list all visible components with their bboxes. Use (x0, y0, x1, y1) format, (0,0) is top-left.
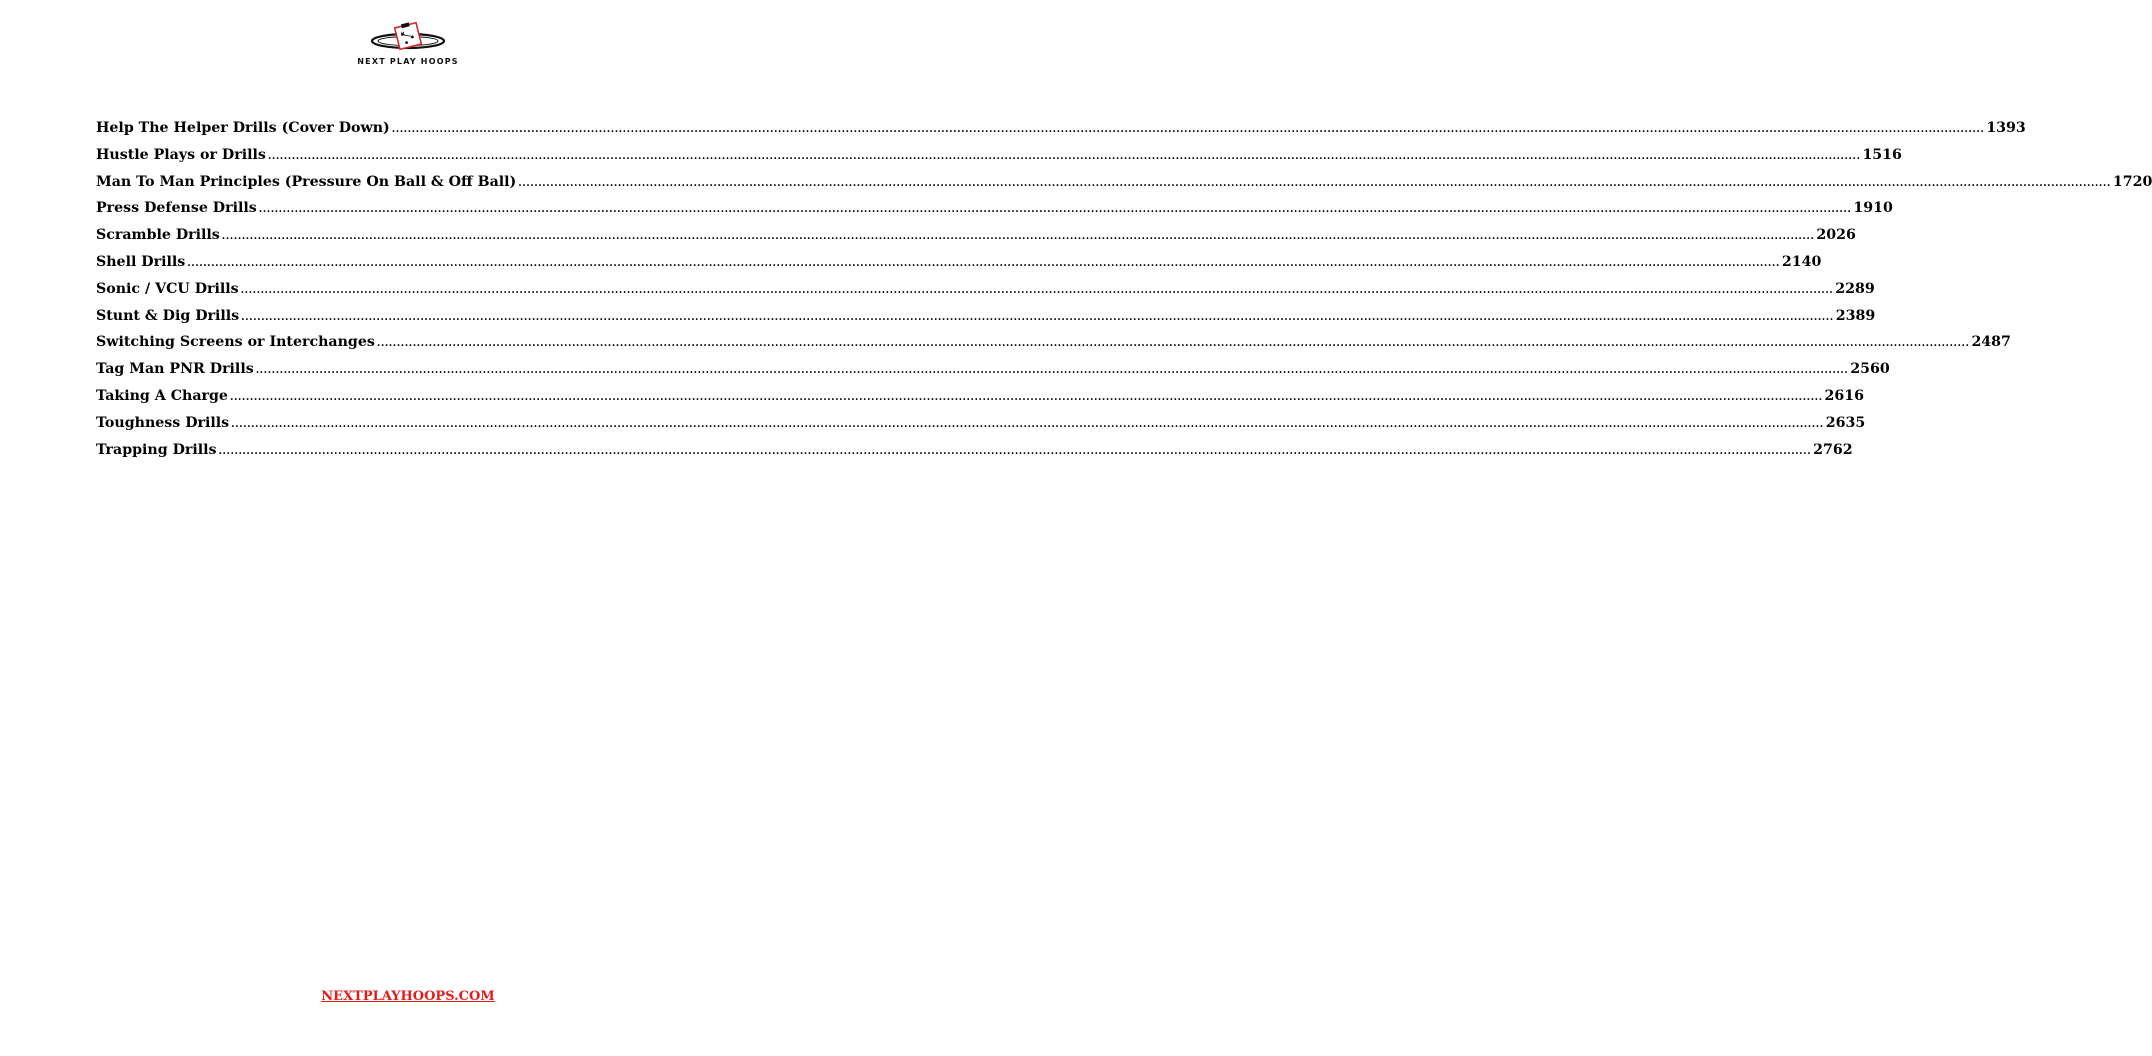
toc-entry-title: Press Defense Drills (96, 200, 257, 217)
toc-leader-dots: ................................................................................................................................................................................................................................................................................................................................................................................................................ (241, 311, 1834, 323)
page-header (0, 22, 816, 66)
toc-entry-title: Hustle Plays or Drills (96, 146, 266, 163)
toc-entry[interactable] (96, 146, 1902, 174)
toc-entry-title: Tag Man PNR Drills (96, 361, 254, 378)
toc-entry-page-number: 2635 (1825, 414, 1866, 431)
toc-leader-dots: ................................................................................................................................................................................................................................................................................................................................................................................................................ (231, 418, 1824, 430)
toc-entry-title: Stunt & Dig Drills (96, 307, 240, 324)
toc-entry[interactable] (96, 307, 1876, 335)
toc-entry-page-number: 2140 (1781, 253, 1822, 270)
toc-entry-page-number: 1910 (1853, 200, 1893, 217)
toc-leader-dots: ................................................................................................................................................................................................................................................................................................................................................................................................................ (221, 231, 1815, 243)
toc-leader-dots: ................................................................................................................................................................................................................................................................................................................................................................................................................ (255, 365, 1849, 377)
toc-entry[interactable] (96, 173, 2152, 201)
toc-entry[interactable] (96, 387, 1865, 415)
toc-entry[interactable] (96, 227, 1856, 254)
toc-leader-dots: ................................................................................................................................................................................................................................................................................................................................................................................................................ (240, 284, 1834, 296)
website-link[interactable]: NEXTPLAYHOOPS.COM (321, 989, 495, 1004)
toc-entry[interactable] (96, 441, 1853, 469)
toc-leader-dots: ................................................................................................................................................................................................................................................................................................................................................................................................................ (391, 124, 1985, 135)
toc-entry-page-number: 2560 (1850, 361, 1890, 378)
toc-entry-title: Sonic / VCU Drills (96, 280, 239, 297)
toc-entry[interactable] (96, 280, 1875, 308)
toc-entry-title: Trapping Drills (96, 441, 217, 458)
page-footer (0, 985, 816, 1004)
toc-entry[interactable] (96, 253, 1822, 281)
toc-leader-dots: ................................................................................................................................................................................................................................................................................................................................................................................................................ (518, 177, 2111, 189)
toc-entry-page-number: 1720 (2112, 173, 2152, 190)
toc-entry-page-number: 2289 (1835, 280, 1875, 297)
toc-leader-dots: ................................................................................................................................................................................................................................................................................................................................................................................................................ (258, 204, 1852, 216)
toc-entry-title: Shell Drills (96, 253, 186, 270)
toc-entry-title: Toughness Drills (96, 414, 230, 431)
toc-leader-dots: ................................................................................................................................................................................................................................................................................................................................................................................................................ (229, 391, 1823, 403)
toc-entry-page-number: 2616 (1824, 387, 1865, 404)
brand-name: NEXT PLAY HOOPS (357, 57, 459, 66)
toc-entry-page-number: 2762 (1813, 441, 1853, 458)
toc-entry-title: Switching Screens or Interchanges (96, 334, 375, 351)
toc-entry-page-number: 2487 (1971, 334, 2011, 351)
toc-entry[interactable] (96, 200, 1893, 227)
toc-leader-dots: ................................................................................................................................................................................................................................................................................................................................................................................................................ (218, 445, 1812, 457)
toc-entry-page-number: 1393 (1986, 120, 2026, 136)
toc-entry[interactable] (96, 334, 2011, 361)
toc-entry[interactable] (96, 414, 1866, 442)
toc-leader-dots: ................................................................................................................................................................................................................................................................................................................................................................................................................ (376, 338, 1970, 350)
toc-entry-page-number: 2389 (1835, 307, 1876, 324)
toc-entry-title: Scramble Drills (96, 227, 220, 244)
toc-entry[interactable] (96, 120, 2026, 147)
toc-entry-page-number: 2026 (1816, 227, 1856, 244)
toc-entry-page-number: 1516 (1862, 146, 1902, 163)
basketball-clipboard-logo-icon (368, 22, 448, 56)
toc-leader-dots: ................................................................................................................................................................................................................................................................................................................................................................................................................ (267, 150, 1861, 162)
toc-entry[interactable] (96, 361, 1890, 388)
toc-entry-title: Man To Man Principles (Pressure On Ball & Off Ball) (96, 173, 517, 190)
toc-leader-dots: ................................................................................................................................................................................................................................................................................................................................................................................................................ (187, 257, 1780, 269)
toc-entry-title: Help The Helper Drills (Cover Down) (96, 120, 390, 136)
toc-entry-title: Taking A Charge (96, 387, 228, 404)
table-of-contents (96, 120, 2152, 468)
